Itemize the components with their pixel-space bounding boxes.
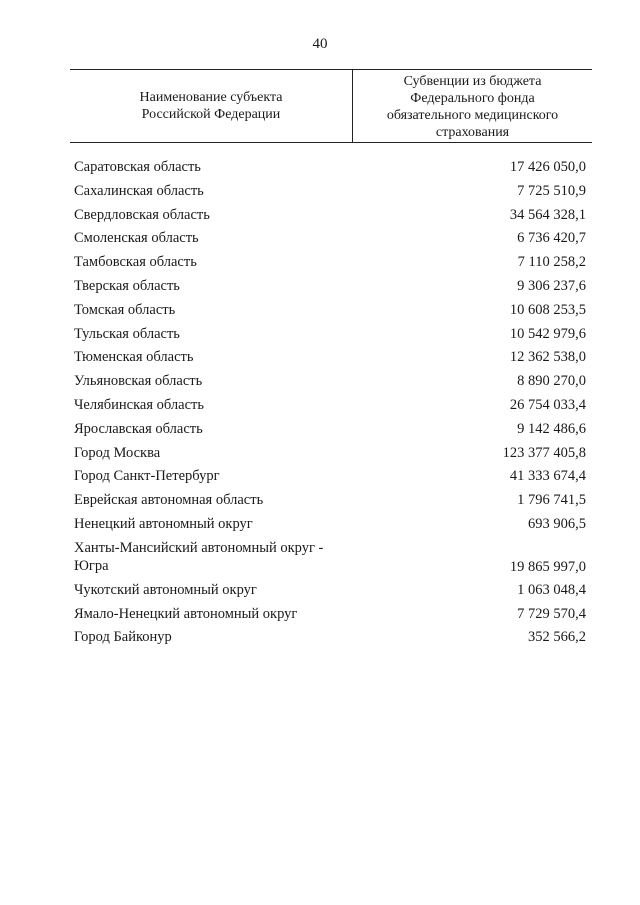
table-row — [74, 396, 586, 420]
table-row — [74, 277, 586, 301]
table-row — [74, 229, 586, 253]
subvention-amount: 352 566,2 — [528, 629, 586, 646]
subvention-amount: 1 796 741,5 — [517, 492, 586, 509]
column-header-region — [70, 70, 353, 142]
subvention-amount: 7 729 570,4 — [517, 605, 586, 622]
subvention-amount: 7 110 258,2 — [517, 254, 586, 271]
table-row — [74, 467, 586, 491]
table-row — [74, 539, 586, 581]
region-name: Тамбовская область — [74, 254, 197, 271]
subvention-amount: 9 142 486,6 — [517, 420, 586, 437]
region-name: Чукотский автономный округ — [74, 581, 257, 598]
subvention-amount: 693 906,5 — [528, 515, 586, 532]
subvention-amount: 34 564 328,1 — [509, 206, 586, 223]
table-header — [70, 69, 592, 143]
region-name: Челябинская область — [74, 396, 204, 413]
region-name: Ненецкий автономный округ — [74, 515, 253, 532]
table-body — [74, 158, 586, 652]
region-name: Тверская область — [74, 277, 180, 294]
subvention-amount: 8 890 270,0 — [517, 373, 586, 390]
subvention-amount: 9 306 237,6 — [517, 277, 586, 294]
region-name: Свердловская область — [74, 206, 210, 223]
table-row — [74, 325, 586, 349]
subvention-amount: 17 426 050,0 — [509, 159, 586, 175]
table-row — [74, 605, 586, 629]
subvention-amount: 10 608 253,5 — [509, 301, 586, 318]
subvention-amount: 6 736 420,7 — [517, 230, 586, 247]
table-row — [74, 372, 586, 396]
table-row — [74, 628, 586, 652]
region-name: Ярославская область — [74, 420, 203, 437]
table-row — [74, 158, 586, 182]
table-row — [74, 515, 586, 539]
table-row — [74, 253, 586, 277]
subvention-amount: 12 362 538,0 — [509, 349, 586, 366]
column-header-amount-label: Субвенции из бюджета Федерального фонда обязательного медицинского страхования — [386, 74, 559, 140]
region-name: Тульская область — [74, 325, 180, 342]
region-name: Томская область — [74, 301, 176, 318]
subvention-amount: 7 725 510,9 — [517, 182, 586, 199]
subvention-amount: 19 865 997,0 — [509, 558, 586, 575]
table-row — [74, 491, 586, 515]
table-row — [74, 206, 586, 230]
subvention-amount: 41 333 674,4 — [509, 468, 586, 485]
table-row — [74, 420, 586, 444]
region-name: Еврейская автономная область — [74, 492, 264, 509]
region-name: Ульяновская область — [74, 373, 203, 390]
region-name: Тюменская область — [74, 349, 194, 366]
region-name: Город Байконур — [74, 629, 172, 646]
subvention-amount: 1 063 048,4 — [517, 581, 586, 598]
region-name: Саратовская область — [74, 159, 201, 175]
page-number: 40 — [312, 36, 328, 52]
column-header-region-label: Наименование субъекта Российской Федерации — [139, 90, 283, 122]
region-name: Город Санкт-Петербург — [74, 468, 220, 485]
table-row — [74, 444, 586, 468]
subvention-amount: 26 754 033,4 — [509, 396, 586, 413]
subvention-amount: 123 377 405,8 — [502, 444, 586, 461]
region-name: Сахалинская область — [74, 182, 204, 199]
region-name: Город Москва — [74, 444, 161, 461]
table-row — [74, 301, 586, 325]
column-header-amount — [353, 70, 592, 142]
table-row — [74, 581, 586, 605]
region-name: Смоленская область — [74, 230, 199, 247]
table-row — [74, 348, 586, 372]
subvention-amount: 10 542 979,6 — [509, 325, 586, 342]
region-name: Ханты-Мансийский автономный округ - Югра — [74, 539, 324, 574]
table-row — [74, 182, 586, 206]
region-name: Ямало-Ненецкий автономный округ — [74, 605, 298, 622]
